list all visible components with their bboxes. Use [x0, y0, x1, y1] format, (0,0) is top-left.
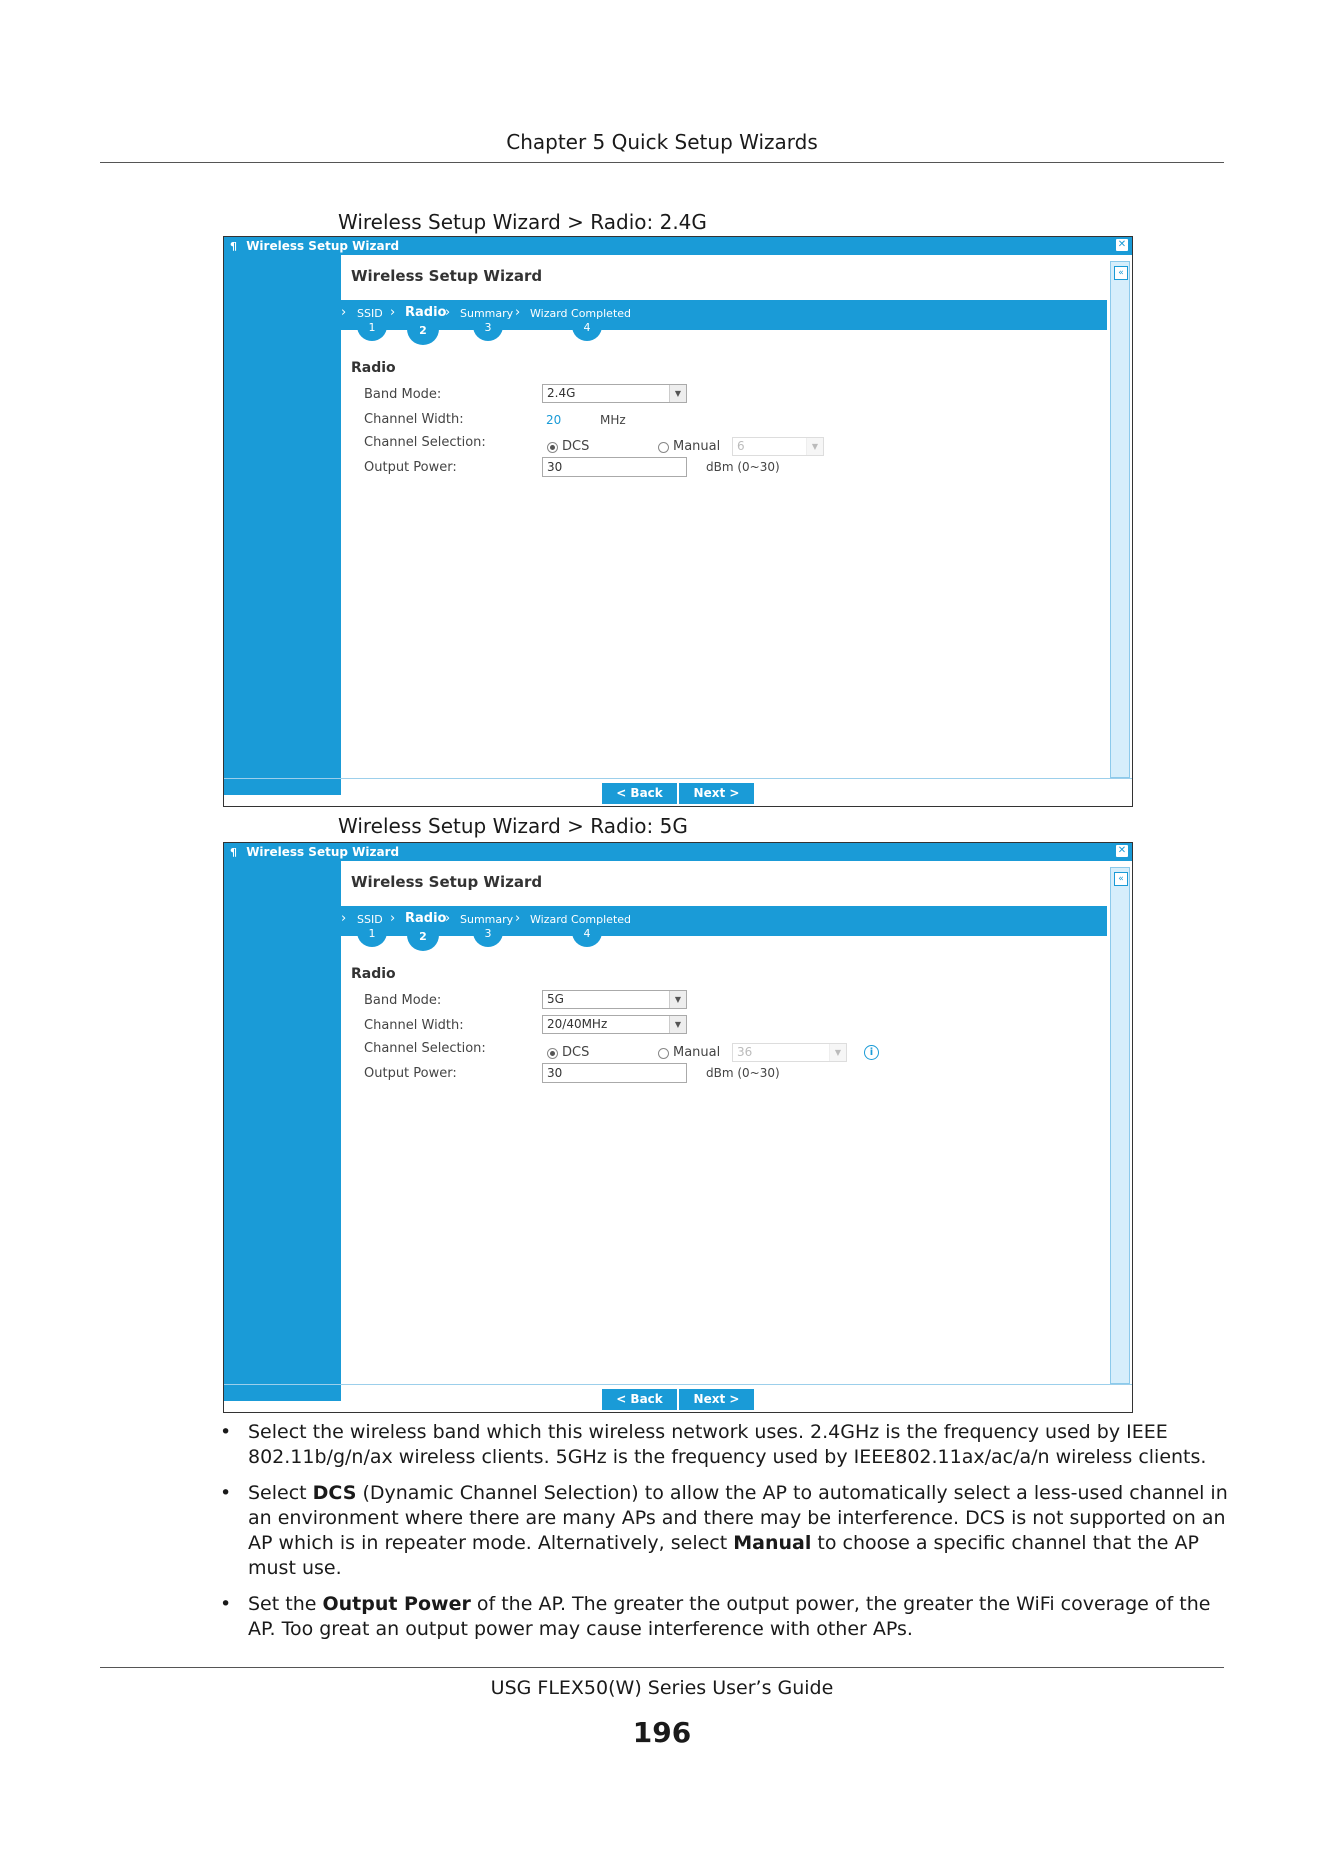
right-collapse-bar: [1110, 867, 1130, 1384]
wizard-steps-bar: [341, 906, 1107, 936]
footer-rule: [100, 1667, 1224, 1668]
chevron-down-icon: ▼: [806, 438, 823, 455]
collapse-icon[interactable]: «: [1114, 266, 1128, 280]
output-power-unit: dBm (0~30): [706, 1066, 780, 1080]
step-number-3: 3: [473, 321, 503, 341]
chevron-down-icon: ▼: [829, 1044, 846, 1061]
step-number-2: 2: [407, 927, 439, 951]
output-power-input[interactable]: 30: [542, 457, 687, 477]
step-ssid: SSID: [357, 307, 383, 320]
chevron-down-icon: ▼: [669, 385, 686, 402]
channel-width-value: 20/40MHz: [547, 1017, 608, 1031]
channel-width-label: Channel Width:: [364, 412, 464, 427]
bullet-op-text-1: Set the: [248, 1593, 323, 1615]
wizard-window-5g: [223, 842, 1133, 1413]
output-power-label: Output Power:: [364, 1066, 457, 1081]
figure-caption-2g: Wireless Setup Wizard > Radio: 2.4G: [338, 210, 707, 234]
step-number-4: 4: [572, 321, 602, 341]
manual-radio[interactable]: [658, 442, 669, 453]
info-icon[interactable]: i: [864, 1045, 879, 1060]
dcs-label: DCS: [562, 1045, 590, 1060]
wizard-window-2g: [223, 236, 1133, 807]
window-titlebar: [224, 843, 1132, 861]
band-mode-label: Band Mode:: [364, 387, 442, 402]
dcs-label: DCS: [562, 439, 590, 454]
manual-label: Manual: [673, 439, 721, 454]
next-button[interactable]: Next >: [679, 783, 754, 804]
close-icon[interactable]: ✕: [1117, 239, 1127, 250]
manual-label: Manual: [673, 1045, 721, 1060]
step-wizard-completed: Wizard Completed: [530, 913, 632, 926]
next-button[interactable]: Next >: [679, 1389, 754, 1410]
back-button[interactable]: < Back: [602, 783, 677, 804]
step-number-3: 3: [473, 927, 503, 947]
channel-width-label: Channel Width:: [364, 1018, 464, 1033]
bullet-output-power: [220, 1592, 1230, 1642]
sidebar: [224, 861, 341, 1401]
step-arrow: ›: [445, 911, 451, 926]
running-header: Chapter 5 Quick Setup Wizards: [506, 130, 818, 154]
sidebar: [224, 255, 341, 795]
panel-title: Wireless Setup Wizard: [351, 267, 543, 285]
step-summary: Summary: [460, 913, 514, 926]
right-collapse-bar: [1110, 261, 1130, 778]
step-wizard-completed: Wizard Completed: [530, 307, 632, 320]
band-mode-value: 2.4G: [547, 386, 576, 400]
bullet-op-text-2: of the AP. The greater the output power, the greater the WiFi coverage of the AP. Too great an output power may cause interference with other APs.: [248, 1593, 1211, 1640]
step-radio: Radio: [405, 305, 447, 320]
band-mode-label: Band Mode:: [364, 993, 442, 1008]
step-arrow: ›: [390, 911, 396, 926]
manual-channel-select[interactable]: [732, 1043, 847, 1062]
manual-channel-value: 6: [737, 439, 745, 453]
step-number-4: 4: [572, 927, 602, 947]
bullet-band: [220, 1420, 1230, 1470]
step-arrow: ›: [515, 911, 521, 926]
channel-width-value: 20: [546, 413, 562, 427]
wizard-steps-bar: [341, 300, 1107, 330]
band-mode-value: 5G: [547, 992, 564, 1006]
channel-selection-label: Channel Selection:: [364, 1041, 486, 1056]
chevron-down-icon: ▼: [669, 991, 686, 1008]
footer-divider: [224, 1384, 1132, 1385]
output-power-label: Output Power:: [364, 460, 457, 475]
dcs-radio[interactable]: [547, 1048, 558, 1059]
channel-width-select[interactable]: [542, 1015, 687, 1034]
bullet-dcs-bold-2: Manual: [733, 1532, 812, 1554]
step-arrow: ›: [390, 305, 396, 320]
window-titlebar: [224, 237, 1132, 255]
footer-title: USG FLEX50(W) Series User’s Guide: [490, 1677, 834, 1699]
bullet-dcs-text-1: Select: [248, 1482, 313, 1504]
panel-title: Wireless Setup Wizard: [351, 873, 543, 891]
manual-radio[interactable]: [658, 1048, 669, 1059]
bullet-band-text: Select the wireless band which this wireless network uses. 2.4GHz is the frequency used by IEEE 802.11b/g/n/ax wireless clients. 5GHz is the frequency used by IEEE802.11ax/ac/a/n wireless clients.: [248, 1421, 1207, 1468]
close-icon[interactable]: ✕: [1117, 845, 1127, 856]
channel-selection-label: Channel Selection:: [364, 435, 486, 450]
step-number-1: 1: [357, 927, 387, 947]
page-number: 196: [632, 1716, 692, 1749]
step-number-2: 2: [407, 321, 439, 345]
dcs-radio[interactable]: [547, 442, 558, 453]
step-number-1: 1: [357, 321, 387, 341]
wizard-logo-icon: ¶: [230, 240, 237, 253]
bullet-list: [220, 1420, 1230, 1653]
collapse-icon[interactable]: «: [1114, 872, 1128, 886]
figure-caption-5g: Wireless Setup Wizard > Radio: 5G: [338, 814, 688, 838]
step-radio: Radio: [405, 911, 447, 926]
output-power-unit: dBm (0~30): [706, 460, 780, 474]
window-title: Wireless Setup Wizard: [246, 239, 400, 253]
manual-channel-select[interactable]: [732, 437, 824, 456]
wizard-logo-icon: ¶: [230, 846, 237, 859]
step-arrow: ›: [515, 305, 521, 320]
chevron-down-icon: ▼: [669, 1016, 686, 1033]
window-title: Wireless Setup Wizard: [246, 845, 400, 859]
step-summary: Summary: [460, 307, 514, 320]
bullet-dcs: [220, 1481, 1230, 1581]
step-ssid: SSID: [357, 913, 383, 926]
footer-divider: [224, 778, 1132, 779]
header-rule: [100, 162, 1224, 163]
step-arrow: ›: [445, 305, 451, 320]
manual-channel-value: 36: [737, 1045, 753, 1059]
step-arrow: ›: [341, 911, 347, 926]
step-arrow: ›: [341, 305, 347, 320]
section-heading: Radio: [351, 966, 396, 982]
bullet-dcs-bold-1: DCS: [312, 1482, 357, 1504]
bullet-dcs-text-2: (Dynamic Channel Selection) to allow the AP to automatically select a less-used channel in an environment where there are many APs and there may be interference. DCS is not supported on an AP which is in repeater mode. Alternatively, select: [248, 1482, 1228, 1554]
output-power-input[interactable]: 30: [542, 1063, 687, 1083]
back-button[interactable]: < Back: [602, 1389, 677, 1410]
bullet-dcs-text-3: to choose a specific channel that the AP must use.: [248, 1532, 1199, 1579]
band-mode-select[interactable]: [542, 384, 687, 403]
channel-width-unit: MHz: [600, 413, 626, 427]
band-mode-select[interactable]: [542, 990, 687, 1009]
bullet-op-bold: Output Power: [322, 1593, 471, 1615]
section-heading: Radio: [351, 360, 396, 376]
